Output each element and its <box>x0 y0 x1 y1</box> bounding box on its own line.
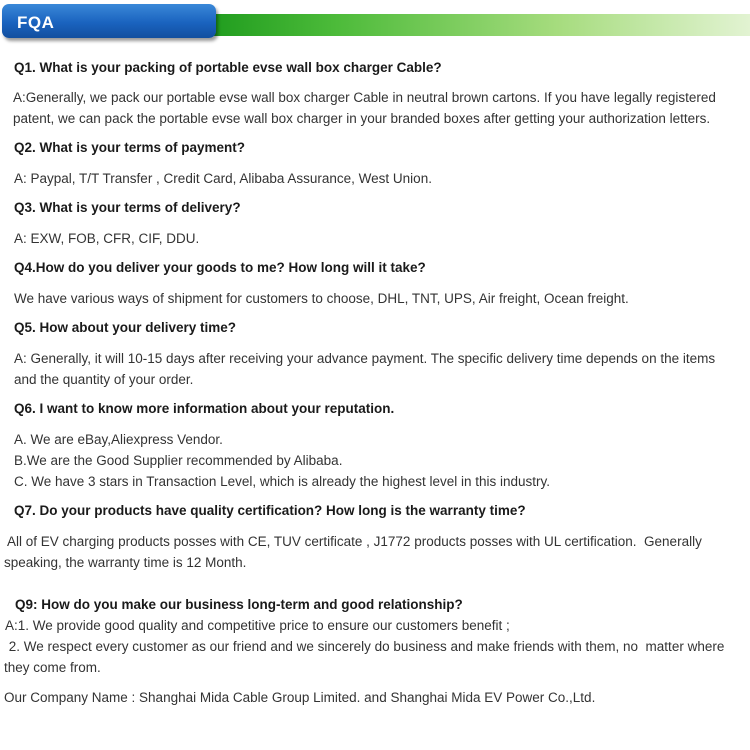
faq-question-3: Q3. What is your terms of delivery? <box>14 200 241 215</box>
faq-answer-6-line-1: A. We are eBay,Aliexpress Vendor. <box>14 432 223 447</box>
faq-question-6: Q6. I want to know more information about your reputation. <box>14 401 395 416</box>
faq-answer-6-line-2: B.We are the Good Supplier recommended by Alibaba. <box>14 453 343 468</box>
faq-question-2: Q2. What is your terms of payment? <box>14 140 246 155</box>
faq-answer-9-line-3: they come from. <box>4 660 101 675</box>
faq-question-4: Q4.How do you deliver your goods to me? How long will it take? <box>14 260 426 275</box>
faq-answer-1-line-2: patent, we can pack the portable evse wall box charger in your branded boxes after getting your authorization letters. <box>13 111 711 126</box>
header-tab <box>2 4 216 38</box>
header-green-bar <box>200 14 750 36</box>
faq-answer-1-line-1: A:Generally, we pack our portable evse wall box charger Cable in neutral brown cartons. If you have legally registered <box>13 90 716 105</box>
faq-answer-5-line-2: and the quantity of your order. <box>14 372 194 387</box>
faq-answer-9-line-1: A:1. We provide good quality and competitive price to ensure our customers benefit ; <box>5 618 510 633</box>
faq-answer-4-line-1: We have various ways of shipment for customers to choose, DHL, TNT, UPS, Air freight, Ocean freight. <box>14 291 629 306</box>
faq-answer-2-line-1: A: Paypal, T/T Transfer , Credit Card, Alibaba Assurance, West Union. <box>14 171 432 186</box>
faq-answer-7-line-1: All of EV charging products posses with CE, TUV certificate , J1772 products posses with UL certification. Generally <box>4 534 702 549</box>
faq-question-7: Q7. Do your products have quality certification? How long is the warranty time? <box>14 503 526 518</box>
faq-question-1: Q1. What is your packing of portable evse wall box charger Cable? <box>14 60 442 75</box>
faq-question-9: Q9: How do you make our business long-term and good relationship? <box>15 597 463 612</box>
faq-answer-5-line-1: A: Generally, it will 10-15 days after receiving your advance payment. The specific delivery time depends on the items <box>14 351 716 366</box>
company-name-line: Our Company Name : Shanghai Mida Cable Group Limited. and Shanghai Mida EV Power Co.,Ltd. <box>4 690 596 705</box>
faq-answer-9-line-2: 2. We respect every customer as our friend and we sincerely do business and make friends with them, no matter where <box>5 639 725 654</box>
faq-answer-6-line-3: C. We have 3 stars in Transaction Level, which is already the highest level in this industry. <box>14 474 551 489</box>
faq-answer-7-line-2: speaking, the warranty time is 12 Month. <box>4 555 247 570</box>
faq-header-banner <box>0 0 750 46</box>
faq-answer-3-line-1: A: EXW, FOB, CFR, CIF, DDU. <box>14 231 200 246</box>
header-title: FQA <box>17 13 55 32</box>
faq-question-5: Q5. How about your delivery time? <box>14 320 237 335</box>
